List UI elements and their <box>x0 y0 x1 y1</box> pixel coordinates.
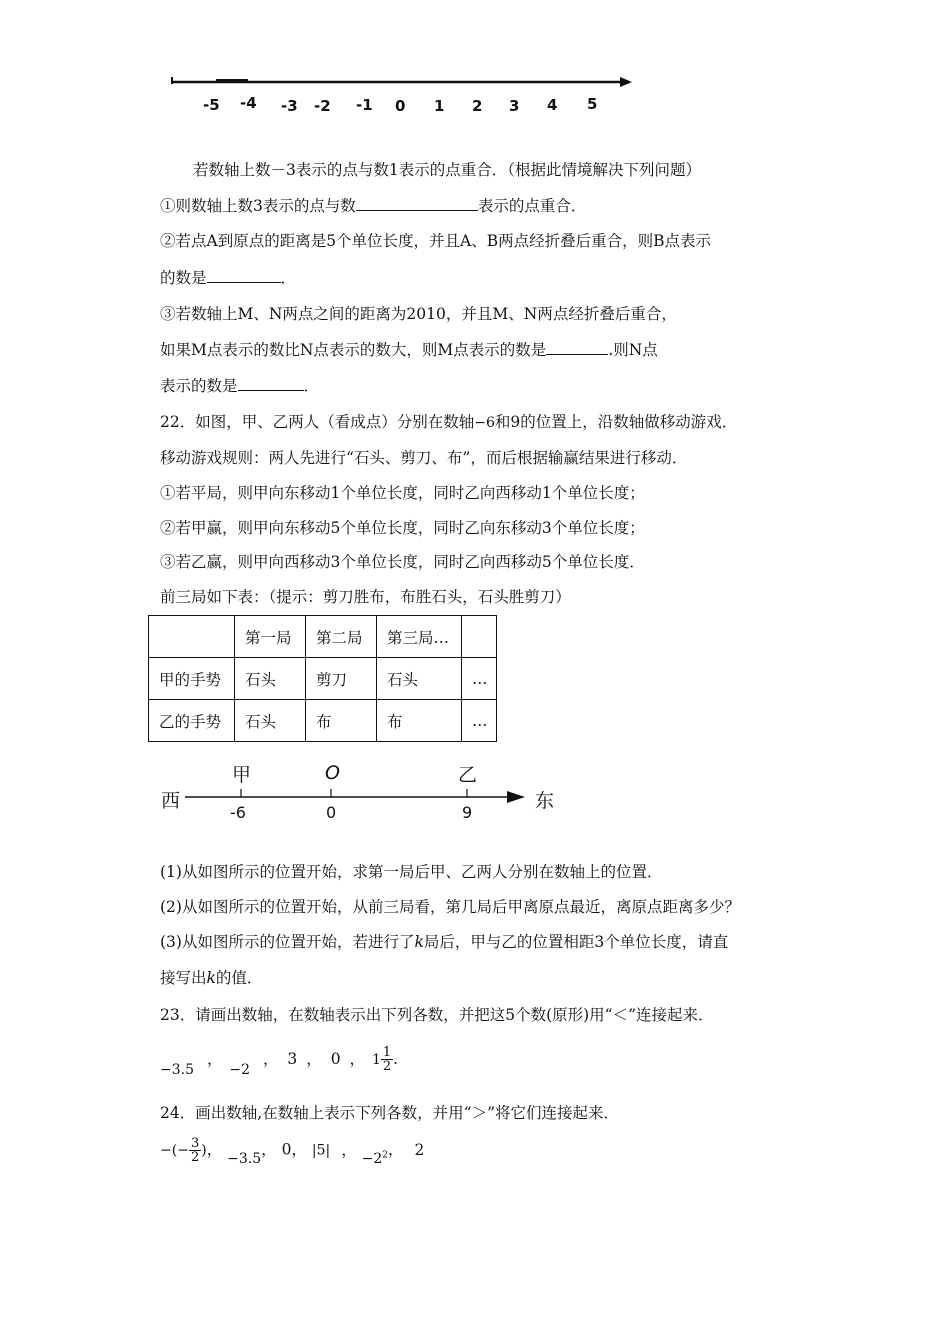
origin-label: O <box>325 762 340 784</box>
q21-part2-line2 <box>160 268 296 288</box>
q22-sub-3-line2 <box>160 968 262 988</box>
q21-part2-text: 的数是 <box>160 269 207 287</box>
q22-sub-2: (2)从如图所示的位置开始，从前三局看，第几局后甲离原点最近，离原点距离多少？ <box>160 898 740 916</box>
fraction-denominator: 2 <box>382 1059 392 1074</box>
separator: ， <box>349 1049 366 1068</box>
east-label: 东 <box>535 790 555 812</box>
q24-number: −3.5 <box>227 1150 262 1167</box>
answer-blank <box>238 376 304 391</box>
table-header: 第三局… <box>377 616 462 658</box>
q22-sub-3-line1 <box>160 932 728 952</box>
q22-sub-3-text-3: 接写出 <box>160 969 207 987</box>
q24-expr-suffix: ) <box>201 1142 207 1159</box>
fraction-numerator: 3 <box>190 1136 200 1152</box>
table-cell: 布 <box>306 700 377 742</box>
q22-stem-text-2: 和9的位置上，沿数轴做移动游戏． <box>494 413 738 431</box>
q24-expr-prefix: −(− <box>160 1142 189 1159</box>
q24-numbers <box>160 1137 424 1175</box>
table-cell: 布 <box>377 700 462 742</box>
mixed-number-whole: 1 <box>371 1051 381 1068</box>
separator: ， <box>261 1140 277 1159</box>
q24-stem: 24．画出数轴,在数轴上表示下列各数，并用“＞”将它们连接起来． <box>160 1104 620 1122</box>
power-exponent: 2 <box>382 1150 389 1160</box>
table-cell: 乙的手势 <box>149 700 235 742</box>
tick-label: 5 <box>587 95 598 113</box>
variable-k: k <box>414 933 424 951</box>
q23-number: −2 <box>229 1061 251 1078</box>
number-line-1-svg <box>168 72 638 92</box>
q24-number: 0 <box>281 1140 292 1159</box>
q23-number: 0 <box>330 1049 341 1068</box>
separator: ， <box>206 1140 223 1159</box>
separator: ， <box>291 1140 307 1159</box>
q22-table-intro: 前三局如下表：（提示：剪刀胜布，布胜石头，石头胜剪刀） <box>160 588 571 606</box>
table-cell: 石头 <box>235 658 306 700</box>
q21-part3-end: ． <box>303 377 320 395</box>
q22-rules: 移动游戏规则：两人先进行“石头、剪刀、布”，而后根据输赢结果进行移动． <box>160 449 688 467</box>
table-cell <box>149 616 235 658</box>
q21-part1-text: ①则数轴上数3表示的点与数 <box>160 197 356 215</box>
q23-stem: 23．请画出数轴，在数轴表示出下列各数，并把这5个数(原形)用“＜”连接起来． <box>160 1006 714 1024</box>
tick-label: -2 <box>314 97 331 115</box>
q21-part3-text-3: 表示的数是 <box>160 377 238 395</box>
q23-numbers <box>160 1046 409 1082</box>
q22-sub-3-text-2: 局后，甲与乙的位置相距3个单位长度，请直 <box>423 933 729 951</box>
table-cell: 甲的手势 <box>149 658 235 700</box>
q22-rule-1: ①若平局，则甲向东移动1个单位长度，同时乙向西移动1个单位长度； <box>160 484 645 502</box>
tick-label: 3 <box>509 97 520 115</box>
q21-part2-end: ． <box>280 269 297 287</box>
table-header: 第二局 <box>306 616 377 658</box>
table-cell <box>462 616 497 658</box>
q24-fraction <box>189 1137 201 1164</box>
value-yi: 9 <box>462 803 473 822</box>
separator: ， <box>341 1140 357 1159</box>
q22-sub-3-text: (3)从如图所示的位置开始，若进行了 <box>160 933 415 951</box>
tick-label: 2 <box>472 97 483 115</box>
jia-label: 甲 <box>232 764 252 786</box>
table-cell: 石头 <box>377 658 462 700</box>
q22-stem-number: −6 <box>474 415 495 431</box>
q21-part3-line2 <box>160 340 658 360</box>
q24-power <box>362 1151 388 1167</box>
table-row <box>149 700 497 742</box>
q24-number: 2 <box>414 1140 425 1159</box>
table-row <box>149 658 497 700</box>
answer-blank <box>207 268 281 283</box>
tick-label: 0 <box>395 97 406 115</box>
separator: ， <box>388 1140 404 1159</box>
q21-part3-line1: ③若数轴上M、N两点之间的距离为2010，并且M、N两点经折叠后重合， <box>160 305 677 323</box>
table-header: 第一局 <box>235 616 306 658</box>
q21-part1 <box>160 196 586 216</box>
tick-label: -5 <box>203 96 220 114</box>
tick-label: -3 <box>281 97 298 115</box>
west-label: 西 <box>161 790 181 812</box>
q22-sub-3-text-4: 的值． <box>215 969 263 987</box>
power-base: −2 <box>361 1150 383 1167</box>
q21-part2-line1: ②若点A到原点的距离是5个单位长度，并且A、B两点经折叠后重合，则B点表示 <box>160 232 712 250</box>
gesture-table <box>148 615 497 742</box>
q21-part1-text-end: 表示的点重合． <box>477 197 587 215</box>
table-cell: 石头 <box>235 700 306 742</box>
value-jia: -6 <box>230 803 246 822</box>
q21-intro: 若数轴上数－3表示的点与数1表示的点重合．（根据此情境解决下列问题） <box>193 161 701 179</box>
variable-k: k <box>206 969 216 987</box>
separator: ， <box>206 1049 223 1068</box>
table-cell: … <box>462 658 497 700</box>
separator: ， <box>262 1049 279 1068</box>
axis-arrow-icon <box>507 791 525 803</box>
fraction-numerator: 1 <box>382 1045 392 1060</box>
q21-part3-text: 如果M点表示的数比N点表示的数大，则M点表示的数是 <box>160 341 547 359</box>
q22-stem <box>160 412 737 433</box>
q24-absolute-value: |5| <box>311 1142 331 1159</box>
q23-number: −3.5 <box>160 1061 194 1078</box>
tick-label: 4 <box>547 96 558 114</box>
tick-label: -1 <box>356 96 373 114</box>
fraction-denominator: 2 <box>190 1150 200 1166</box>
separator: ， <box>306 1049 322 1068</box>
table-cell: … <box>462 700 497 742</box>
axis-arrow-icon <box>620 77 632 87</box>
q21-part3-text-2: .则N点 <box>608 341 658 359</box>
answer-blank <box>356 196 478 211</box>
q22-rule-2: ②若甲赢，则甲向东移动5个单位长度，同时乙向东移动3个单位长度； <box>160 519 645 537</box>
mixed-number-fraction <box>381 1046 393 1073</box>
q22-sub-1: (1)从如图所示的位置开始，求第一局后甲、乙两人分别在数轴上的位置． <box>160 863 663 881</box>
yi-label: 乙 <box>458 764 478 786</box>
answer-blank <box>546 340 608 355</box>
q22-stem-text: 22．如图，甲、乙两人（看成点）分别在数轴 <box>160 413 475 431</box>
period: ． <box>393 1049 409 1068</box>
table-cell: 剪刀 <box>306 658 377 700</box>
table-row <box>149 616 497 658</box>
q22-rule-3: ③若乙赢，则甲向西移动3个单位长度，同时乙向西移动5个单位长度． <box>160 553 645 571</box>
q23-number: 3 <box>287 1049 298 1068</box>
value-origin: 0 <box>326 803 337 822</box>
tick-label: -4 <box>240 94 257 112</box>
tick-label: 1 <box>434 97 445 115</box>
q21-part3-line3 <box>160 376 319 396</box>
